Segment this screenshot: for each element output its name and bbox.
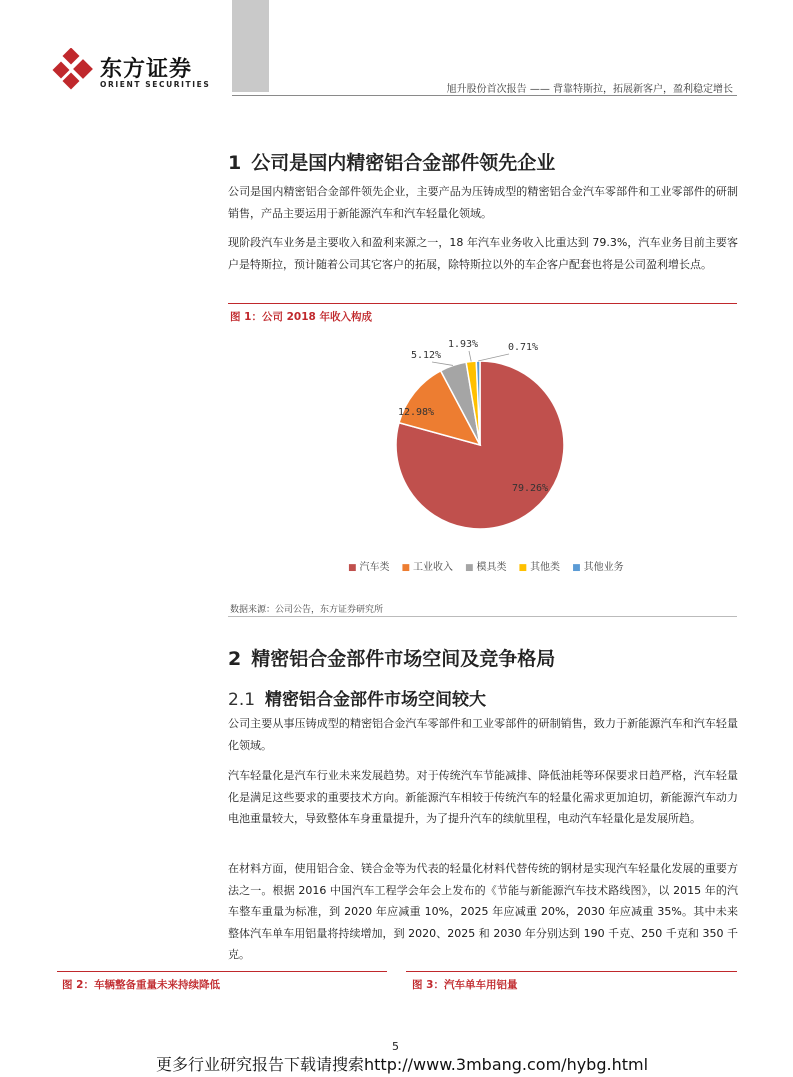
pie-data-label-5: 0.71% (507, 342, 539, 353)
section1-title: 公司是国内精密铝合金部件领先企业 (251, 152, 556, 174)
figure1-bottom-rule (228, 616, 737, 617)
report-header-title: 旭升股份首次报告 —— 背靠特斯拉，拓展新客户，盈利稳定增长 (446, 84, 733, 95)
legend-swatch-icon: ■ (518, 563, 528, 573)
header-divider (232, 95, 737, 96)
pie-leader-line-5 (478, 354, 509, 361)
legend-label: 模具类 (476, 562, 507, 573)
section2-paragraph-1: 公司主要从事压铸成型的精密铝合金汽车零部件和工业零部件的研制销售，致力于新能源汽车和汽车轻量化领域。 (228, 717, 738, 752)
legend-label: 汽车类 (359, 562, 390, 573)
section2-1-title: 精密铝合金部件市场空间较大 (265, 690, 487, 710)
pie-data-label-2: 12.98% (397, 407, 435, 418)
figure2-top-rule (57, 971, 387, 972)
revenue-pie-chart (380, 335, 580, 535)
legend-swatch-icon: ■ (401, 563, 411, 573)
legend-swatch-icon: ■ (465, 563, 474, 573)
pie-leader-line-4 (469, 351, 471, 361)
pie-leader-line-3 (432, 362, 453, 365)
logo-chinese: 东方证券 (100, 57, 193, 82)
figure1-top-rule (228, 303, 737, 304)
section2-1-number: 2.1 (228, 690, 256, 710)
section2-paragraph-3: 在材料方面，使用铝合金、镁合金等为代表的轻量化材料代替传统的钢材是实现汽车轻量化发展的重要方法之一。根据 2016 中国汽车工程学会年会上发布的《节能与新能源汽车技术路线图》，以 2015 年的汽车整车重量为标准，到 2020 年应减重 10%，2025 年应减重 20%，2030 年应减重 35%。其中未来整体汽车单车用铝量将持续增加，到 2020、2025 和 2030 年分别达到 190 千克、250 千克和 350 千克。 (228, 862, 738, 961)
section2-number: 2 (228, 648, 242, 670)
figure1-title: 图 1：公司 2018 年收入构成 (230, 311, 372, 323)
figure1-source: 数据来源：公司公告，东方证券研究所 (230, 605, 384, 615)
section1-heading (228, 148, 555, 175)
logo-mark-icon (52, 48, 98, 92)
legend-item-2 (402, 562, 454, 573)
section2-1-heading (228, 685, 486, 710)
section2-heading (228, 644, 555, 671)
figure3-title: 图 3：汽车单车用铝量 (412, 979, 518, 991)
section2-paragraph-2: 汽车轻量化是汽车行业未来发展趋势。对于传统汽车节能减排、降低油耗等环保要求日趋严格，汽车轻量化是满足这些要求的重要技术方向。新能源汽车相较于传统汽车的轻量化需求更加迫切，新能源汽车动力电池重量较大，导致整体车身重量提升，为了提升汽车的续航里程，电动汽车轻量化是发展所趋。 (228, 769, 738, 825)
legend-item-3 (465, 562, 507, 573)
section1-paragraph-2: 现阶段汽车业务是主要收入和盈利来源之一，18 年汽车业务收入比重达到 79.3%，汽车业务目前主要客户是特斯拉，预计随着公司其它客户的拓展，除特斯拉以外的车企客户配套也将是公司盈利增长点。 (228, 236, 738, 271)
legend-label: 工业收入 (413, 562, 454, 573)
section1-paragraph-1: 公司是国内精密铝合金部件领先企业，主要产品为压铸成型的精密铝合金汽车零部件和工业零部件的研制销售，产品主要运用于新能源汽车和汽车轻量化领域。 (228, 185, 738, 220)
figure2-title: 图 2：车辆整备重量未来持续降低 (62, 979, 220, 991)
section1-number: 1 (228, 152, 242, 174)
logo-english: ORIENT SECURITIES (100, 80, 211, 89)
legend-swatch-icon: ■ (348, 563, 357, 573)
pie-data-label-4: 1.93% (447, 339, 479, 350)
legend-label: 其他类 (530, 562, 561, 573)
legend-swatch-icon: ■ (572, 563, 581, 573)
legend-item-4 (519, 562, 561, 573)
pie-data-label-1: 79.26% (511, 483, 549, 494)
footer-download-link[interactable]: 更多行业研究报告下载请搜索http://www.3mbang.com/hybg.html (156, 1055, 649, 1074)
legend-label: 其他业务 (583, 562, 624, 573)
legend-item-5 (572, 562, 624, 573)
page-number: 5 (392, 1040, 399, 1053)
section2-title: 精密铝合金部件市场空间及竞争格局 (251, 648, 556, 670)
figure3-top-rule (406, 971, 737, 972)
pie-data-label-3: 5.12% (410, 350, 442, 361)
pie-legend (348, 558, 636, 573)
legend-item-1 (348, 562, 390, 573)
header-gray-band (232, 0, 269, 92)
